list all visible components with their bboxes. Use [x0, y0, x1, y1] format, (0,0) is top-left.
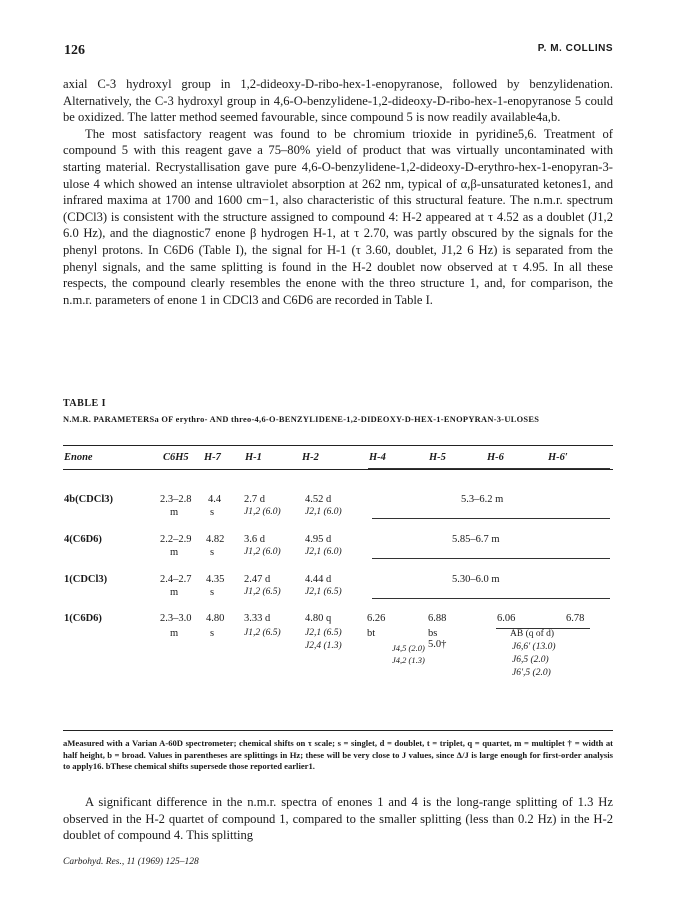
table-header-rule	[63, 469, 613, 470]
row1-h456: 5.3–6.2 m	[461, 494, 504, 505]
row3-h2: 4.44 d	[305, 574, 332, 585]
row4-h1: 3.33 d	[244, 613, 271, 624]
table-caption: N.M.R. PARAMETERSa OF erythro- AND threo-4,6-O-BENZYLIDENE-1,2-DIDEOXY-D-HEX-1-ENOPYRAN-3-ULOSES	[63, 415, 540, 424]
row3-h7-mult: s	[210, 587, 215, 598]
paragraph-1: axial C-3 hydroxyl group in 1,2-dideoxy-D-ribo-hex-1-enopyranose, followed by benzylidenation. Alternatively, the C-3 hydroxyl group in 4,6-O-benzylidene-1,2-dideoxy-D-ribo-hex-1-enopyranose 5 could be oxidized. The latter method seemed favourable, since compound 5 is now readily available4a,b.	[63, 77, 613, 125]
row1-c6h5: 2.3–2.8	[160, 494, 192, 505]
col-header-h1: H-1	[245, 452, 262, 463]
running-author: P. M. COLLINS	[537, 43, 613, 54]
row1-h2: 4.52 d	[305, 494, 332, 505]
row3-h1-j: J1,2 (6.5)	[244, 587, 281, 597]
col-header-h4: H-4	[369, 452, 386, 463]
row4-h6-j3: J6′,5 (2.0)	[512, 668, 551, 678]
col-header-h6prime: H-6′	[548, 452, 568, 463]
row2-h456: 5.85–6.7 m	[452, 534, 500, 545]
row4-c6h5-mult: m	[170, 628, 179, 639]
row1-h7: 4.4	[208, 494, 222, 505]
row4-h4-mult: bt	[367, 628, 376, 639]
h4-h6-bracket	[368, 468, 610, 469]
col-header-h2: H-2	[302, 452, 319, 463]
row1-h2-j: J2,1 (6.0)	[305, 507, 342, 517]
row1-enone: 4b(CDCl3)	[64, 494, 113, 505]
row1-h1-j: J1,2 (6.0)	[244, 507, 281, 517]
col-header-enone: Enone	[64, 452, 93, 463]
row3-h2-j: J2,1 (6.5)	[305, 587, 342, 597]
paragraph-2: The most satisfactory reagent was found to be chromium trioxide in pyridine5,6. Treatment of compound 5 with this reagent gave a 75–80% yield of product that was virtually uncontaminated with starting material. Recrystallisation gave pure 4,6-O-benzylidene-1,2-dideoxy-D-erythro-hex-1-enopyran-3-ulose 4 which showed an intense ultraviolet absorption at 262 nm, typical of α,β-unsaturated ketones1, and infrared maxima at 1700 and 1600 cm−1, also characteristic of this structural feature. The n.m.r. spectrum (CDCl3) is consistent with the structure assigned to compound 4: H-2 appeared at τ 4.52 as a doublet (J1,2 6.0 Hz), and the diagnostic7 enone β hydrogen H-1, at τ 2.70, was partly obscured by the signals for the phenyl protons. In C6D6 (Table I), the signal for H-1 (τ 3.60, doublet, J1,2 6 Hz) is separated from the phenyl signals, and the same splitting is found in the H-2 doublet now observed at τ 4.95. In all these respects, the compound clearly resembles the enone with the threo structure 1, and, for comparison, the n.m.r. parameters of enone 1 in CDCl3 and C6D6 are recorded in Table I.	[63, 126, 613, 307]
row4-h2-j2: J2,4 (1.3)	[305, 641, 342, 651]
row1-h1: 2.7 d	[244, 494, 265, 505]
row4-c6h5: 2.3–3.0	[160, 613, 192, 624]
row2-h1-j: J1,2 (6.0)	[244, 547, 281, 557]
row4-h6-j2: J6,5 (2.0)	[512, 655, 549, 665]
row3-h7: 4.35	[206, 574, 225, 585]
row2-h456-bracket	[372, 558, 610, 559]
row4-h7: 4.80	[206, 613, 225, 624]
row4-h2: 4.80 q	[305, 613, 332, 624]
row3-h456: 5.30–6.0 m	[452, 574, 500, 585]
row4-h5-width: 5.0†	[428, 639, 447, 650]
row4-h7-mult: s	[210, 628, 215, 639]
closing-text	[63, 794, 613, 844]
row4-h6prime: 6.78	[566, 613, 585, 624]
table-top-rule	[63, 445, 613, 446]
row3-enone: 1(CDCl3)	[64, 574, 108, 585]
journal-reference: Carbohyd. Res., 11 (1969) 125–128	[63, 857, 199, 867]
row4-h6: 6.06	[497, 613, 516, 624]
body-text	[63, 76, 613, 308]
row2-h1: 3.6 d	[244, 534, 265, 545]
table-title: TABLE I	[63, 398, 107, 409]
row4-h5: 6.88	[428, 613, 447, 624]
paragraph-3: A significant difference in the n.m.r. spectra of enones 1 and 4 is the long-range splitting of 1.3 Hz observed in the H-2 quartet of compound 1, compared to the smaller splitting (less than 0.2 Hz) in the H-2 doublet of compound 4. This splitting	[63, 795, 613, 843]
row2-c6h5-mult: m	[170, 547, 179, 558]
page-number: 126	[64, 43, 85, 58]
row2-h7: 4.82	[206, 534, 225, 545]
row1-h7-mult: s	[210, 507, 215, 518]
row4-h5-mult: bs	[428, 628, 438, 639]
row3-c6h5: 2.4–2.7	[160, 574, 192, 585]
row3-h456-bracket	[372, 598, 610, 599]
row4-h6-j1: J6,6′ (13.0)	[512, 642, 556, 652]
table-footnote: aMeasured with a Varian A-60D spectrometer; chemical shifts on τ scale; s = singlet, d = doublet, t = triplet, q = quartet, m = multiplet † = width at half height, b = broad. Values in parentheses are splittings in Hz; these will be very close to J values, since Δ/J is large enough for first-order analysis to apply16. bThese chemical shifts supersede those reported earlier1.	[63, 738, 613, 772]
col-header-h6: H-6	[487, 452, 504, 463]
row4-h6-ab: AB (q of d)	[510, 629, 555, 639]
row4-h5-j2: J4,2 (1.3)	[392, 655, 425, 665]
row1-h456-bracket	[372, 518, 610, 519]
col-header-h7: H-7	[204, 452, 221, 463]
col-header-c6h5: C6H5	[163, 452, 189, 463]
row2-c6h5: 2.2–2.9	[160, 534, 192, 545]
row4-h5-j1: J4,5 (2.0)	[392, 643, 425, 653]
row3-h1: 2.47 d	[244, 574, 271, 585]
row4-enone: 1(C6D6)	[64, 613, 102, 624]
row3-c6h5-mult: m	[170, 587, 179, 598]
row4-h4: 6.26	[367, 613, 386, 624]
row2-h2: 4.95 d	[305, 534, 332, 545]
table-bottom-rule	[63, 730, 613, 731]
row1-c6h5-mult: m	[170, 507, 179, 518]
row2-h2-j: J2,1 (6.0)	[305, 547, 342, 557]
col-header-h5: H-5	[429, 452, 446, 463]
row2-enone: 4(C6D6)	[64, 534, 102, 545]
row2-h7-mult: s	[210, 547, 215, 558]
row4-h2-j1: J2,1 (6.5)	[305, 628, 342, 638]
row4-h1-j: J1,2 (6.5)	[244, 628, 281, 638]
